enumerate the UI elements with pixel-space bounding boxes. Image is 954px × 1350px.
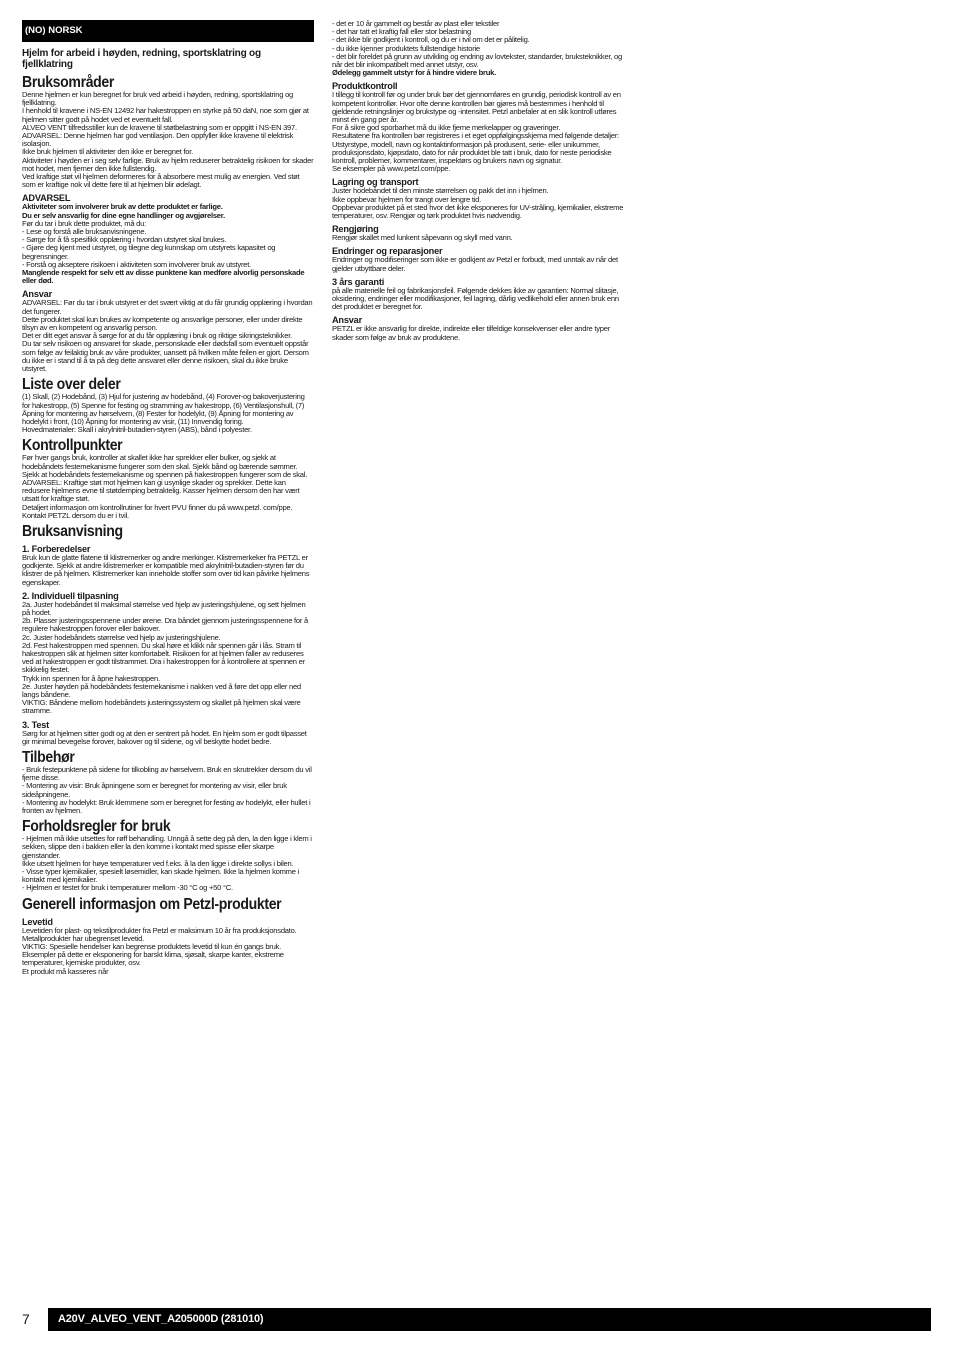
body-paragraph: Endringer og modifiseringer som ikke er godkjent av Petzl er forbudt, med unntak av når det gjelder utbyttbare deler.	[332, 255, 618, 273]
section-heading: Forholdsregler for bruk	[22, 818, 171, 836]
body-paragraph: ADVARSEL: Før du tar i bruk utstyret er det svært viktig at du får grundig opplæring i hvordan det fungerer. Dette produktet skal kun brukes av kompetente og ansvarlige personer, eller under direkte tilsyn av en kompetent og ansvarlig person. Det er ditt eget ansvar å sørge for at du får opplæring i bruk og riktige sikringsteknikker. Du tar selv risikoen og ansvaret for skade, personskade eller dødsfall som eventuelt oppstår som følge av feilaktig bruk av våre produkter, uansett på hvilken måte feilen er gjort. Dersom du ikke er i stand til å ta på deg dette ansvaret eller denne risikoen, skal du ikke bruke utstyret.	[22, 298, 313, 374]
body-paragraph: Rengjør skallet med lunkent såpevann og skyll med vann.	[332, 233, 513, 243]
subsection-heading: ADVARSEL	[22, 193, 71, 204]
left-column-content	[22, 74, 314, 976]
left-column	[22, 20, 314, 976]
subsection-heading: Ansvar	[332, 315, 362, 326]
body-paragraph: I tillegg til kontroll før og under bruk bør det gjennomføres en grundig, periodisk kontroll av en kompetent kontrollør. Hvor ofte denne kontrollen bør gjøres må bestemmes i henhold til gjeldende retningslinjer og brukstype og -intensitet. Petzl anbefaler at en slik kontroll utføres minst én gang per år. For å sikre god sporbarhet må du ikke fjerne merkelapper og graveringer. Resultatene fra kontrollen bør registreres i et eget oppfølgingsskjema med følgende detaljer: Utstyrstype, modell, navn og kontaktinformasjon på produsent, serie- eller unikummer, produksjonsdato, kjøpsdato, dato for når produktet ble tatt i bruk, dato for neste periodiske kontroll, problemer, kommentarer, inspektørs og brukers navn og signatur. Se eksempler på www.petzl.com/ppe.	[332, 90, 621, 174]
section-heading: Generell informasjon om Petzl-produkter	[22, 895, 282, 913]
body-paragraph: - Hjelmen må ikke utsettes for røff behandling. Unngå å sette deg på den, la den ligge i klem i sekken, slippe den i bakken eller la den komme i kontakt med spisse eller skarpe gjenstander. Ikke utsett hjelmen for høye temperaturer ved f.eks. å la den ligge i direkte sollys i bilen. - Visse typer kjemikalier, spesielt løsemidler, kan skade hjelmen. Ikke la hjelmen komme i kontakt med kjemikalier. - Hjelmen er testet for bruk i temperaturer mellom -30 °C og +50 °C.	[22, 834, 312, 893]
body-paragraph: Juster hodebåndet til den minste størrelsen og pakk det inn i hjelmen. Ikke oppbevar hjelmen for trangt over lengre tid. Oppbevar produktet på et sted hvor det ikke eksponeres for UV-stråling, kjemikalier, ekstreme temperaturer, osv. Rengjør og tørk produktet hvis nødvendig.	[332, 186, 624, 221]
body-paragraph: Denne hjelmen er kun beregnet for bruk ved arbeid i høyden, redning, sportsklatring og fjellklatring. I henhold til kravene i NS-EN 12492 har hakestroppen en styrke på 50 daN, noe som gjør at hjelmen sitter godt på hodet ved et eventuelt fall. ALVEO VENT tilfredsstiller kun de kravene til støtbelastning som er oppgitt i NS-EN 397. ADVARSEL: Denne hjelmen har god ventilasjon. Den oppfyller ikke kravene til elektrisk isolasjon. Ikke bruk hjelmen til aktiviteter den ikke er beregnet for. Aktiviteter i høyden er i seg selv farlige. Bruk av hjelm reduserer betraktelig risikoen for skader mot hodet, men fjerner den ikke fullstendig. Ved kraftige støt vil hjelmen deformeres for å absorbere mest mulig av energien. Ved støt som er kraftige nok vil dette føre til at hjelmen blir ødelagt.	[22, 90, 314, 190]
body-paragraph: - det er 10 år gammelt og består av plast eller tekstiler - det har tatt et kraftig fall eller stor belastning - det ikke blir godkjent i kontroll, og du er i tvil om det er pålitelig. - du ikke kjenner produktets fullstendige historie - det blir foreldet på grunn av utvikling og endring av lovtekster, standarder, bruksteknikker, og når det blir inkompatibelt med annet utstyr, osv.	[332, 19, 622, 70]
subsection-heading: 2. Individuell tilpasning	[22, 590, 119, 601]
subsection-heading: Produktkontroll	[332, 81, 398, 92]
section-heading: Liste over deler	[22, 376, 121, 394]
body-paragraph: - Bruk festepunktene på sidene for tilkobling av hørselvern. Bruk en skrutrekker dersom du vil fjerne disse. - Montering av visir: Bruk åpningene som er beregnet for montering av visir, eller bruk sideåpningene. - Montering av hodelykt: Bruk klemmene som er beregnet for festing av hodelykt, eller hullet i fronten av hjelmen.	[22, 765, 312, 816]
section-heading: Kontrollpunkter	[22, 437, 123, 455]
document-subtitle: Hjelm for arbeid i høyden, redning, sportsklatring og fjellklatring	[22, 48, 261, 70]
subsection-heading: Rengjøring	[332, 224, 379, 235]
warning-paragraph: Aktiviteter som involverer bruk av dette produktet er farlige. Du er selv ansvarlig for dine egne handlinger og avgjørelser.	[22, 202, 225, 220]
section-heading: Bruksanvisning	[22, 522, 123, 540]
page-number: 7	[22, 1311, 30, 1327]
warning-paragraph: Ødelegg gammelt utstyr for å hindre videre bruk.	[332, 68, 496, 78]
body-paragraph: på alle materielle feil og fabrikasjonsfeil. Følgende dekkes ikke av garantien: Normal slitasje, oksidering, endringer eller modifikasjoner, feil lagring, dårlig vedlikehold eller annen bruk enn det produktet er beregnet for.	[332, 285, 619, 312]
document-code: A20V_ALVEO_VENT_A205000D (281010)	[48, 1308, 931, 1331]
right-column	[332, 20, 624, 342]
section-heading: Tilbehør	[22, 749, 75, 766]
body-paragraph: PETZL er ikke ansvarlig for direkte, indirekte eller tilfeldige konsekvenser eller andre typer skader som følge av bruk av produktene.	[332, 324, 610, 342]
subsection-heading: Lagring og transport	[332, 177, 419, 188]
body-paragraph: Før du tar i bruk dette produktet, må du: - Lese og forstå alle bruksanvisningene. - Sørge for å få spesifikk opplæring i hvordan utstyret skal brukes. - Gjøre deg kjent med utstyret, og tilegne deg kunnskap om utstyrets kapasitet og begrensninger. - Forstå og akseptere risikoen i aktiviteten som involverer bruk av utstyret.	[22, 218, 276, 269]
section-heading: Bruksområder	[22, 74, 115, 91]
subsection-heading: Ansvar	[22, 289, 52, 300]
language-label: (NO) NORSK	[22, 20, 314, 42]
body-paragraph: Sørg for at hjelmen sitter godt og at den er sentrert på hodet. En hjelm som er godt tilpasset gir minimal bevegelse forover, bakover og til sidene, og vil beskytte hodet bedre.	[22, 728, 307, 746]
subsection-heading: 1. Forberedelser	[22, 543, 91, 554]
right-column-content	[332, 20, 624, 342]
subsection-heading: 3. Test	[22, 719, 50, 730]
body-paragraph: Levetiden for plast- og tekstilprodukter fra Petzl er maksimum 10 år fra produksjonsdato. Metallprodukter har ubegrenset levetid. VIKTIG: Spesielle hendelser kan begrense produktets levetid til kun én gangs bruk. Eksempler på dette er eksponering for barskt klima, sjøsalt, skarpe kanter, ekstreme temperaturer, kjemiske produkter, osv. Et produkt må kasseres når	[22, 925, 297, 976]
body-paragraph: (1) Skall, (2) Hodebånd, (3) Hjul for justering av hodebånd, (4) Forover-og bakoverjustering for hakestropp, (5) Spenne for festing og stramming av hakestropp, (6) Ventilasjonshull, (7) Åpning for montering av hørselvern, (8) Fester for hodelykt, (9) Åpning for montering av hodelykt i front, (10) Åpning for montering av visir, (11) Innvendig foring. Hovedmaterialer: Skall i akrylnitril-butadien-styren (ABS), bånd i polyester.	[22, 392, 305, 435]
subsection-heading: Endringer og reparasjoner	[332, 246, 443, 257]
subsection-heading: Levetid	[22, 916, 53, 927]
subsection-heading: 3 års garanti	[332, 276, 385, 287]
warning-paragraph: Manglende respekt for selv ett av disse punktene kan medføre alvorlig personskade eller død.	[22, 268, 305, 286]
body-paragraph: Bruk kun de glatte flatene til klistremerker og andre merkinger. Klistremerkeker fra PETZL er godkjente. Sjekk at andre klistremerker er kompatible med akrylnitril-butadien-styren før du klistrer de på hjelmen. Klistremerker kan inneholde stoffer som over tid kan påvirke hjelmens egenskaper.	[22, 552, 310, 587]
body-paragraph: Før hver gangs bruk, kontroller at skallet ikke har sprekker eller bulker, og sjekk at hodebåndets festemekanisme fungerer som den skal. Sjekk bånd og bærende sømmer. Sjekk at hodebåndets festemekanisme og spennen på hakestroppen fungerer som de skal. ADVARSEL: Kraftige støt mot hjelmen kan gi usynlige skader og sprekker. Dette kan redusere hjelmens evne til støtdemping betraktelig. Kasser hjelmen dersom den har vært utsatt for kraftige støt. Detaljert informasjon om kontrollrutiner for hvert PVU finner du på www.petzl. com/ppe. Kontakt PETZL dersom du er i tvil.	[22, 453, 308, 520]
body-paragraph: 2a. Juster hodebåndet til maksimal størrelse ved hjelp av justeringshjulene, og sett hjelmen på hodet. 2b. Plasser justeringsspennene under ørene. Dra båndet gjennom justeringsspennene for å regulere hakestroppen forover eller bakover. 2c. Juster hodebåndets størrelse ved hjelp av justeringshjulene. 2d. Fest hakestroppen med spennen. Du skal høre et klikk når spennen går i lås. Stram til hakestroppen slik at hjelmen sitter komfortabelt. Risikoen for at hjelmen faller av reduseres ved at hakestroppen er godt tilstrammet. Dra i hakestroppen for å kontrollere at spennen er skikkelig festet. Trykk inn spennen for å åpne hakestroppen. 2e. Juster høyden på hodebåndets festemekanisme i nakken ved å føre det opp eller ned langs båndene. VIKTIG: Båndene mellom hodebåndets justeringssystem og skallet på hjelmen skal være stramme.	[22, 599, 308, 716]
